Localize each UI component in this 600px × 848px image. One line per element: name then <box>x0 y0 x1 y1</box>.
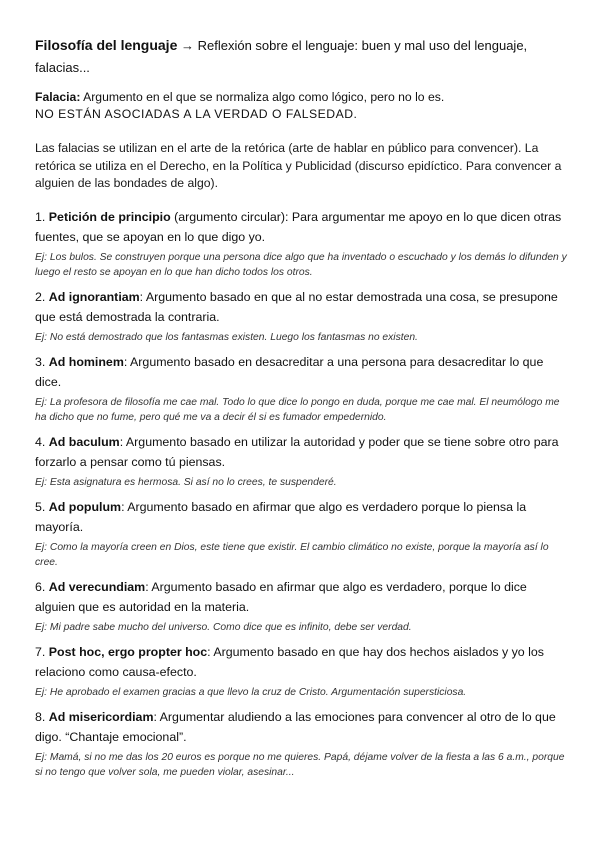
fallacy-definition <box>35 577 567 617</box>
falacia-term: Falacia: <box>35 90 81 104</box>
fallacy-number: 3. <box>35 354 46 369</box>
document-title: Filosofía del lenguaje <box>35 37 178 53</box>
fallacy-description: (argumento circular): Para argumentar me apoyo en lo que dicen otras fuentes, que se apoyan en lo que digo yo. <box>35 209 562 244</box>
intro-paragraph: Las falacias se utilizan en el arte de la retórica (arte de hablar en público para convencer). La retórica se utiliza en el Derecho, en la Política y Publicidad (discurso epidíctico. Para convencer a alguien de las bondades de algo). <box>35 141 562 190</box>
fallacy-example: Ej: He aprobado el examen gracias a que llevo la cruz de Cristo. Argumentación supersticiosa. <box>35 686 467 698</box>
fallacy-example: Ej: Esta asignatura es hermosa. Si así no lo crees, te suspenderé. <box>35 476 337 488</box>
fallacy-name: Ad verecundiam <box>48 579 146 594</box>
falacia-text: Argumento en el que se normaliza algo como lógico, pero no lo es. <box>83 90 445 104</box>
list-item <box>35 642 567 700</box>
falacia-definition <box>35 89 567 123</box>
fallacy-definition <box>35 497 567 537</box>
fallacy-example: Ej: Los bulos. Se construyen porque una persona dice algo que ha inventado o escuchado y los demás lo difunden y luego el resto se apoyan en lo que han dicho todos los otros. <box>35 251 567 278</box>
document-subtitle: Reflexión sobre el lenguaje: buen y mal uso del lenguaje, falacias... <box>35 38 528 75</box>
fallacy-description: : Argumento basado en desacreditar a una persona para desacreditar lo que dice. <box>35 354 544 389</box>
list-item <box>35 577 567 635</box>
fallacy-number: 2. <box>35 289 46 304</box>
fallacy-example: Ej: Como la mayoría creen en Dios, este tiene que existir. El cambio climático no existe, porque la mayoría así lo cree. <box>35 541 549 568</box>
fallacy-name: Ad misericordiam <box>48 709 154 724</box>
fallacy-number: 4. <box>35 434 46 449</box>
fallacy-description: : Argumento basado en afirmar que algo es verdadero porque lo piensa la mayoría. <box>35 499 527 534</box>
fallacy-description: : Argumento basado en utilizar la autoridad y poder que se tiene sobre otro para forzarlo a pensar como tú piensas. <box>35 434 559 469</box>
document-page <box>35 34 567 787</box>
fallacy-number: 6. <box>35 579 46 594</box>
fallacy-example: Ej: Mi padre sabe mucho del universo. Como dice que es infinito, debe ser verdad. <box>35 621 412 633</box>
fallacy-name: Ad populum <box>48 499 122 514</box>
fallacy-definition <box>35 642 567 682</box>
fallacy-description: : Argumentar aludiendo a las emociones para convencer al otro de lo que digo. “Chantaje emocional”. <box>35 709 556 744</box>
fallacy-example: Ej: Mamá, si no me das los 20 euros es porque no me quieres. Papá, déjame volver de la fiesta a las 6 a.m., porque si no tengo que volver sola, me pueden violar, asesinar... <box>35 751 565 778</box>
fallacy-description: : Argumento basado en afirmar que algo es verdadero, porque lo dice alguien que es autoridad en la materia. <box>35 579 527 614</box>
fallacy-name: Petición de principio <box>48 209 171 224</box>
fallacy-name: Ad baculum <box>48 434 120 449</box>
fallacy-description: : Argumento basado en que al no estar demostrada una cosa, se presupone que está demostrada la contraria. <box>35 289 558 324</box>
list-item <box>35 352 567 425</box>
fallacy-definition <box>35 287 567 327</box>
list-item <box>35 207 567 280</box>
fallacy-number: 1. <box>35 209 46 224</box>
fallacy-example: Ej: No está demostrado que los fantasmas existen. Luego los fantasmas no existen. <box>35 331 418 343</box>
list-item <box>35 707 567 780</box>
list-item <box>35 287 567 345</box>
fallacy-list <box>35 207 567 780</box>
fallacy-definition <box>35 352 567 392</box>
fallacy-example: Ej: La profesora de filosofía me cae mal. Todo lo que dice lo pongo en duda, porque me cae mal. El neumólogo me ha dicho que no fume, pero qué me va a decir él si es fumador empedernido. <box>35 396 560 423</box>
fallacy-number: 5. <box>35 499 46 514</box>
fallacy-number: 7. <box>35 644 46 659</box>
falacia-note: NO ESTÁN ASOCIADAS A LA VERDAD O FALSEDAD. <box>35 107 358 121</box>
fallacy-definition <box>35 207 567 247</box>
fallacy-name: Ad hominem <box>48 354 124 369</box>
fallacy-name: Ad ignorantiam <box>48 289 140 304</box>
header <box>35 34 567 79</box>
arrow-icon: → <box>180 38 194 53</box>
fallacy-name: Post hoc, ergo propter hoc <box>48 644 208 659</box>
fallacy-definition <box>35 707 567 747</box>
list-item <box>35 432 567 490</box>
list-item <box>35 497 567 570</box>
fallacy-description: : Argumento basado en que hay dos hechos aislados y yo los relaciono como causa-efecto. <box>35 644 544 679</box>
fallacy-number: 8. <box>35 709 46 724</box>
fallacy-definition <box>35 432 567 472</box>
